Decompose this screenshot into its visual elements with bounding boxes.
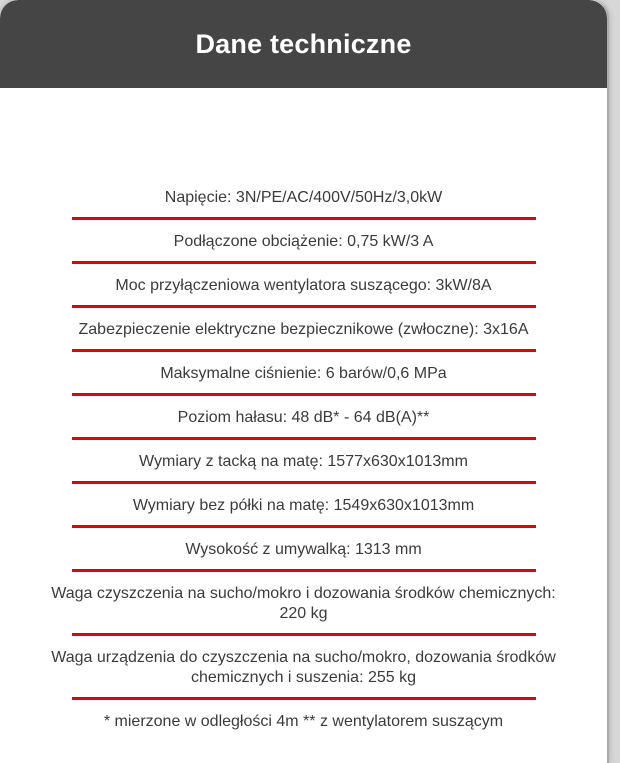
spec-row-dimensions-without-shelf: Wymiary bez półki na matę: 1549x630x1013mm bbox=[132, 497, 475, 514]
spec-row-max-pressure: Maksymalne ciśnienie: 6 barów/0,6 MPa bbox=[160, 365, 447, 382]
card-header bbox=[0, 0, 607, 88]
spec-footnote: * mierzone w odległości 4m ** z wentylatorem suszącym bbox=[103, 713, 504, 730]
spec-row-height-with-sink: Wysokość z umywalką: 1313 mm bbox=[185, 541, 422, 558]
spec-row-fuse-protection: Zabezpieczenie elektryczne bezpiecznikowe (zwłoczne): 3x16A bbox=[78, 321, 529, 338]
spec-row-fan-power: Moc przyłączeniowa wentylatora suszącego: 3kW/8A bbox=[115, 277, 492, 294]
spec-row-weight-cleaning: Waga czyszczenia na sucho/mokro i dozowania środków chemicznych: 220 kg bbox=[51, 585, 556, 622]
page-title: Dane techniczne bbox=[195, 28, 412, 59]
spec-row-weight-device: Waga urządzenia do czyszczenia na sucho/mokro, dozowania środków chemicznych i suszenia: 255 kg bbox=[51, 649, 556, 686]
spec-row-noise-level: Poziom hałasu: 48 dB* - 64 dB(A)** bbox=[177, 409, 430, 426]
spec-row-dimensions-with-tray: Wymiary z tacką na matę: 1577x630x1013mm bbox=[139, 453, 468, 470]
spec-row-voltage: Napięcie: 3N/PE/AC/400V/50Hz/3,0kW bbox=[164, 189, 443, 206]
spec-table bbox=[0, 176, 607, 744]
spec-row-connected-load: Podłączone obciążenie: 0,75 kW/3 A bbox=[173, 233, 434, 250]
